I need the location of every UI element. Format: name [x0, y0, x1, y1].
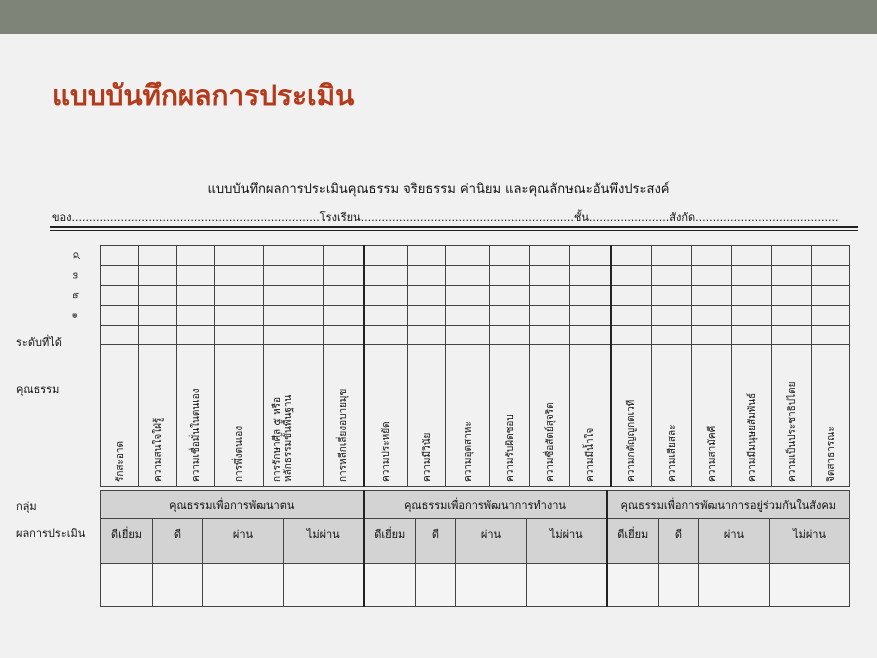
score-cell — [732, 266, 772, 286]
score-cell — [101, 286, 139, 306]
assessment-grid — [100, 245, 850, 487]
score-total-row — [101, 326, 850, 345]
score-cell — [408, 326, 446, 345]
score-cell — [652, 266, 692, 286]
result-header-row — [101, 519, 850, 564]
level-row-3 — [101, 266, 850, 286]
result-good: ดี — [153, 519, 203, 564]
virtue-label: ความเป็นประชาธิปไตย — [786, 381, 798, 482]
result-fail: ไม่ผ่าน — [770, 519, 850, 564]
score-cell — [215, 306, 264, 326]
score-cell — [570, 306, 611, 326]
score-cell — [772, 306, 812, 326]
level-label-3: ๓ — [69, 272, 81, 279]
result-pass: ผ่าน — [456, 519, 527, 564]
score-cell — [264, 326, 324, 345]
group-self-development: คุณธรรมเพื่อการพัฒนาตน — [101, 491, 364, 519]
score-cell — [324, 326, 364, 345]
score-cell — [772, 286, 812, 306]
score-cell — [215, 286, 264, 306]
score-cell — [692, 286, 732, 306]
score-cell — [139, 246, 177, 266]
result-entry-cell — [364, 564, 416, 607]
score-cell — [530, 326, 570, 345]
score-cell — [570, 266, 611, 286]
virtue-cell — [264, 345, 324, 487]
virtue-cell — [692, 345, 732, 487]
result-entry-cell — [527, 564, 607, 607]
virtue-label: ความอุตสาหะ — [462, 421, 474, 482]
score-cell — [177, 306, 215, 326]
score-cell — [446, 326, 490, 345]
virtue-label: การหลีกเลี่ยงอบายมุข — [338, 388, 350, 482]
score-cell — [446, 286, 490, 306]
virtue-cell — [139, 345, 177, 487]
virtue-label: ความเสียสละ — [666, 424, 678, 482]
result-fail: ไม่ผ่าน — [527, 519, 607, 564]
score-cell — [611, 286, 652, 306]
score-cell — [490, 246, 530, 266]
score-cell — [812, 326, 850, 345]
virtue-cell — [101, 345, 139, 487]
score-cell — [732, 246, 772, 266]
score-cell — [101, 246, 139, 266]
header-rule — [50, 226, 858, 228]
score-cell — [364, 306, 408, 326]
group-header-table — [100, 490, 850, 519]
result-table — [100, 518, 850, 607]
score-cell — [652, 326, 692, 345]
virtue-label: ความสามัคคี — [706, 425, 718, 482]
result-good: ดี — [416, 519, 456, 564]
score-cell — [101, 326, 139, 345]
score-cell — [324, 306, 364, 326]
score-cell — [215, 266, 264, 286]
score-cell — [264, 306, 324, 326]
score-cell — [611, 266, 652, 286]
score-cell — [139, 286, 177, 306]
score-cell — [530, 246, 570, 266]
virtue-cell — [490, 345, 530, 487]
score-cell — [570, 326, 611, 345]
level-label-1: ๑ — [69, 312, 81, 319]
virtue-label-line2: หลักธรรมขั้นพื้นฐาน — [282, 394, 294, 482]
score-cell — [490, 286, 530, 306]
score-cell — [611, 306, 652, 326]
score-cell — [812, 266, 850, 286]
score-cell — [772, 246, 812, 266]
form-heading: แบบบันทึกผลการประเมินคุณธรรม จริยธรรม ค่านิยม และคุณลักษณะอันพึงประสงค์ — [207, 182, 670, 197]
virtue-label: จิตสาธารณะ — [825, 426, 837, 482]
virtue-cell — [812, 345, 850, 487]
score-cell — [139, 266, 177, 286]
virtue-cell — [570, 345, 611, 487]
virtue-label: ความประหยัด — [380, 421, 392, 482]
virtue-label: รักสะอาด — [114, 440, 126, 482]
virtue-cell — [324, 345, 364, 487]
score-cell — [611, 326, 652, 345]
virtue-label: ความมีวินัย — [421, 432, 433, 482]
group-social-development: คุณธรรมเพื่อการพัฒนาการอยู่ร่วมกันในสังคม — [607, 491, 850, 519]
level-label-4: ๔ — [70, 251, 82, 260]
score-cell — [324, 266, 364, 286]
score-cell — [177, 326, 215, 345]
result-pass: ผ่าน — [699, 519, 770, 564]
result-excellent: ดีเยี่ยม — [101, 519, 153, 564]
score-cell — [324, 286, 364, 306]
level-label-2: ๒ — [69, 292, 81, 299]
score-cell — [732, 286, 772, 306]
virtue-label-line1: การรักษาศีล ๕ หรือ — [271, 396, 283, 482]
virtue-label-multiline — [272, 395, 294, 482]
level-row-1 — [101, 306, 850, 326]
score-row-label: ระดับที่ได้ — [16, 336, 62, 349]
score-cell — [264, 246, 324, 266]
score-cell — [364, 286, 408, 306]
score-cell — [692, 326, 732, 345]
virtue-label: ความมีมนุษยสัมพันธ์ — [746, 392, 758, 482]
score-cell — [772, 266, 812, 286]
score-cell — [364, 246, 408, 266]
virtue-cell — [611, 345, 652, 487]
virtue-label: ความรับผิดชอบ — [504, 414, 516, 482]
virtue-cell — [408, 345, 446, 487]
virtue-label: ความกตัญญูกตเวที — [626, 399, 638, 482]
score-cell — [530, 286, 570, 306]
result-entry-cell — [456, 564, 527, 607]
score-cell — [177, 266, 215, 286]
virtue-cell — [772, 345, 812, 487]
result-row-label: ผลการประเมิน — [16, 527, 86, 540]
slide-title: แบบบันทึกผลการประเมิน — [52, 79, 355, 112]
virtue-cell — [530, 345, 570, 487]
score-cell — [264, 266, 324, 286]
result-pass: ผ่าน — [203, 519, 284, 564]
score-cell — [364, 326, 408, 345]
score-cell — [570, 246, 611, 266]
result-entry-cell — [416, 564, 456, 607]
score-cell — [101, 306, 139, 326]
score-cell — [324, 246, 364, 266]
score-cell — [490, 306, 530, 326]
score-cell — [812, 246, 850, 266]
result-excellent: ดีเยี่ยม — [607, 519, 659, 564]
header-rule-thin — [50, 230, 858, 231]
score-cell — [215, 246, 264, 266]
result-fail: ไม่ผ่าน — [284, 519, 364, 564]
score-cell — [732, 306, 772, 326]
score-cell — [652, 246, 692, 266]
score-cell — [101, 266, 139, 286]
virtue-label: การพึ่งตนเอง — [234, 425, 245, 482]
score-cell — [408, 246, 446, 266]
group-work-development: คุณธรรมเพื่อการพัฒนาการทำงาน — [364, 491, 607, 519]
virtue-row — [101, 345, 850, 487]
virtue-cell — [732, 345, 772, 487]
result-entry-cell — [284, 564, 364, 607]
level-row-2 — [101, 286, 850, 306]
score-cell — [692, 246, 732, 266]
score-cell — [692, 306, 732, 326]
virtue-label: ความซื่อสัตย์สุจริต — [544, 402, 556, 482]
result-entry-cell — [153, 564, 203, 607]
virtue-cell — [215, 345, 264, 487]
score-cell — [408, 266, 446, 286]
score-cell — [446, 306, 490, 326]
virtue-label: ความเชื่อมั่นในตนเอง — [190, 388, 202, 482]
virtue-cell — [446, 345, 490, 487]
score-cell — [139, 326, 177, 345]
result-excellent: ดีเยี่ยม — [364, 519, 416, 564]
score-cell — [446, 266, 490, 286]
score-cell — [652, 286, 692, 306]
virtue-cell — [652, 345, 692, 487]
result-entry-cell — [203, 564, 284, 607]
result-entry-row — [101, 564, 850, 607]
slide-top-bar — [0, 0, 877, 34]
score-cell — [732, 326, 772, 345]
score-cell — [611, 246, 652, 266]
score-cell — [530, 306, 570, 326]
score-cell — [264, 286, 324, 306]
form-info-line: ของ.......................................................................โรงเรียน.............................................................ชั้น.......................สังกัด......................................... — [52, 211, 839, 224]
virtue-cell — [177, 345, 215, 487]
result-entry-cell — [770, 564, 850, 607]
score-cell — [408, 286, 446, 306]
score-cell — [446, 246, 490, 266]
virtue-label: ความมีน้ำใจ — [584, 427, 596, 482]
score-cell — [692, 266, 732, 286]
result-entry-cell — [699, 564, 770, 607]
score-cell — [570, 286, 611, 306]
result-good: ดี — [659, 519, 699, 564]
result-entry-cell — [659, 564, 699, 607]
group-row-label: กลุ่ม — [16, 500, 37, 513]
score-cell — [490, 326, 530, 345]
score-cell — [215, 326, 264, 345]
score-cell — [530, 266, 570, 286]
result-entry-cell — [607, 564, 659, 607]
virtue-cell — [364, 345, 408, 487]
score-cell — [812, 306, 850, 326]
group-row — [101, 491, 850, 519]
score-cell — [408, 306, 446, 326]
score-cell — [812, 286, 850, 306]
virtue-row-label: คุณธรรม — [16, 383, 60, 396]
score-cell — [139, 306, 177, 326]
score-cell — [652, 306, 692, 326]
score-cell — [177, 246, 215, 266]
score-cell — [177, 286, 215, 306]
score-cell — [490, 266, 530, 286]
result-entry-cell — [101, 564, 153, 607]
virtue-label: ความสนใจใฝ่รู้ — [152, 417, 164, 482]
score-cell — [772, 326, 812, 345]
level-row-4 — [101, 246, 850, 266]
score-cell — [364, 266, 408, 286]
